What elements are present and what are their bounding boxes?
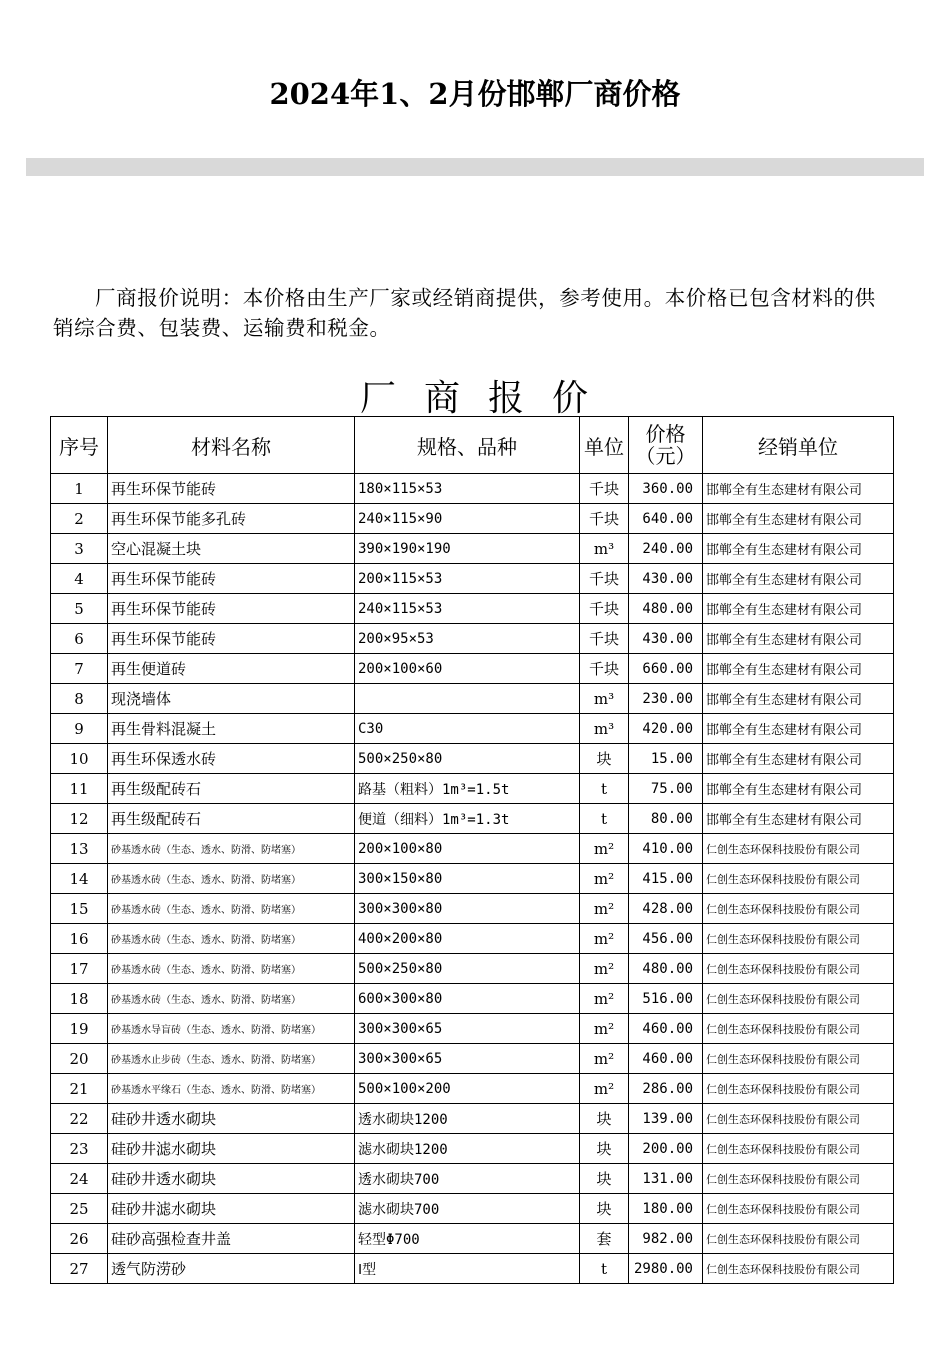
header-price-line1: 价格 <box>645 422 686 446</box>
row-no: 10 <box>51 744 108 774</box>
table-row <box>51 1164 894 1194</box>
row-material-name: 再生级配砖石 <box>108 774 355 804</box>
row-spec: 390×190×190 <box>355 534 580 564</box>
row-material-name: 再生环保节能多孔砖 <box>108 504 355 534</box>
row-unit: m² <box>580 1044 629 1074</box>
row-price: 230.00 <box>629 684 703 714</box>
row-spec: 400×200×80 <box>355 924 580 954</box>
row-price: 982.00 <box>629 1224 703 1254</box>
row-price: 480.00 <box>629 594 703 624</box>
row-material-name: 再生环保节能砖 <box>108 474 355 504</box>
row-vendor: 仁创生态环保科技股份有限公司 <box>703 1164 894 1194</box>
row-price: 240.00 <box>629 534 703 564</box>
row-unit: 千块 <box>580 594 629 624</box>
row-unit: m² <box>580 834 629 864</box>
row-unit: 块 <box>580 1104 629 1134</box>
row-vendor: 仁创生态环保科技股份有限公司 <box>703 984 894 1014</box>
row-price: 360.00 <box>629 474 703 504</box>
row-material-name: 砂基透水平缘石（生态、透水、防滑、防堵塞） <box>108 1074 355 1104</box>
row-no: 15 <box>51 894 108 924</box>
row-unit: 千块 <box>580 564 629 594</box>
row-vendor: 邯郸全有生态建材有限公司 <box>703 654 894 684</box>
row-no: 4 <box>51 564 108 594</box>
row-spec: 滤水砌块700 <box>355 1194 580 1224</box>
row-no: 21 <box>51 1074 108 1104</box>
row-unit: 块 <box>580 1194 629 1224</box>
row-spec: 300×300×80 <box>355 894 580 924</box>
row-vendor: 邯郸全有生态建材有限公司 <box>703 504 894 534</box>
table-row <box>51 834 894 864</box>
row-vendor: 仁创生态环保科技股份有限公司 <box>703 954 894 984</box>
table-row <box>51 1044 894 1074</box>
row-no: 5 <box>51 594 108 624</box>
row-material-name: 再生骨料混凝土 <box>108 714 355 744</box>
row-unit: 千块 <box>580 504 629 534</box>
row-material-name: 硅砂井透水砌块 <box>108 1164 355 1194</box>
table-row <box>51 1194 894 1224</box>
row-material-name: 透气防涝砂 <box>108 1254 355 1284</box>
row-price: 410.00 <box>629 834 703 864</box>
row-vendor: 仁创生态环保科技股份有限公司 <box>703 924 894 954</box>
row-material-name: 砂基透水导盲砖（生态、透水、防滑、防堵塞） <box>108 1014 355 1044</box>
row-material-name: 硅砂高强检查井盖 <box>108 1224 355 1254</box>
row-material-name: 砂基透水砖（生态、透水、防滑、防堵塞） <box>108 984 355 1014</box>
header-divider-bar <box>26 158 924 176</box>
header-price-line2: （元） <box>635 444 696 468</box>
row-material-name: 砂基透水砖（生态、透水、防滑、防堵塞） <box>108 834 355 864</box>
table-row <box>51 924 894 954</box>
row-unit: t <box>580 1254 629 1284</box>
table-row <box>51 1254 894 1284</box>
row-spec: 透水砌块1200 <box>355 1104 580 1134</box>
table-body <box>51 474 894 1284</box>
row-unit: t <box>580 774 629 804</box>
row-material-name: 再生级配砖石 <box>108 804 355 834</box>
row-spec: 路基（粗料）1m³=1.5t <box>355 774 580 804</box>
row-vendor: 邯郸全有生态建材有限公司 <box>703 804 894 834</box>
row-unit: m² <box>580 954 629 984</box>
row-no: 19 <box>51 1014 108 1044</box>
row-unit: 块 <box>580 1164 629 1194</box>
row-unit: 千块 <box>580 654 629 684</box>
row-material-name: 再生环保节能砖 <box>108 594 355 624</box>
row-no: 6 <box>51 624 108 654</box>
row-unit: m² <box>580 1014 629 1044</box>
row-material-name: 砂基透水砖（生态、透水、防滑、防堵塞） <box>108 924 355 954</box>
row-vendor: 仁创生态环保科技股份有限公司 <box>703 1104 894 1134</box>
row-unit: t <box>580 804 629 834</box>
row-no: 22 <box>51 1104 108 1134</box>
table-row <box>51 774 894 804</box>
row-material-name: 再生环保节能砖 <box>108 624 355 654</box>
row-vendor: 仁创生态环保科技股份有限公司 <box>703 1014 894 1044</box>
row-price: 516.00 <box>629 984 703 1014</box>
row-material-name: 硅砂井透水砌块 <box>108 1104 355 1134</box>
row-price: 180.00 <box>629 1194 703 1224</box>
row-no: 26 <box>51 1224 108 1254</box>
row-spec <box>355 684 580 714</box>
row-spec: Ⅰ型 <box>355 1254 580 1284</box>
row-no: 3 <box>51 534 108 564</box>
row-no: 16 <box>51 924 108 954</box>
row-no: 13 <box>51 834 108 864</box>
row-price: 200.00 <box>629 1134 703 1164</box>
row-spec: C30 <box>355 714 580 744</box>
table-row <box>51 1074 894 1104</box>
table-row <box>51 534 894 564</box>
row-material-name: 空心混凝土块 <box>108 534 355 564</box>
table-row <box>51 1104 894 1134</box>
row-no: 23 <box>51 1134 108 1164</box>
row-spec: 500×250×80 <box>355 954 580 984</box>
row-unit: 套 <box>580 1224 629 1254</box>
row-vendor: 仁创生态环保科技股份有限公司 <box>703 864 894 894</box>
row-spec: 透水砌块700 <box>355 1164 580 1194</box>
row-unit: 块 <box>580 1134 629 1164</box>
row-vendor: 邯郸全有生态建材有限公司 <box>703 534 894 564</box>
row-unit: 块 <box>580 744 629 774</box>
header-spec: 规格、品种 <box>355 417 580 474</box>
row-no: 12 <box>51 804 108 834</box>
row-unit: m³ <box>580 714 629 744</box>
table-row <box>51 654 894 684</box>
row-price: 428.00 <box>629 894 703 924</box>
row-spec: 200×115×53 <box>355 564 580 594</box>
header-unit: 单位 <box>580 417 629 474</box>
row-price: 460.00 <box>629 1044 703 1074</box>
row-spec: 200×95×53 <box>355 624 580 654</box>
row-no: 14 <box>51 864 108 894</box>
row-vendor: 邯郸全有生态建材有限公司 <box>703 714 894 744</box>
table-row <box>51 1224 894 1254</box>
table-row <box>51 954 894 984</box>
page-title: 2024年1、2月份邯郸厂商价格 <box>269 77 681 111</box>
row-unit: m² <box>580 864 629 894</box>
row-vendor: 仁创生态环保科技股份有限公司 <box>703 1134 894 1164</box>
row-vendor: 邯郸全有生态建材有限公司 <box>703 564 894 594</box>
header-price <box>629 417 703 474</box>
table-row <box>51 864 894 894</box>
row-no: 17 <box>51 954 108 984</box>
table-row <box>51 504 894 534</box>
table-row <box>51 594 894 624</box>
row-vendor: 邯郸全有生态建材有限公司 <box>703 774 894 804</box>
row-no: 2 <box>51 504 108 534</box>
row-spec: 便道（细料）1m³=1.3t <box>355 804 580 834</box>
table-row <box>51 624 894 654</box>
row-no: 18 <box>51 984 108 1014</box>
row-no: 1 <box>51 474 108 504</box>
row-material-name: 砂基透水砖（生态、透水、防滑、防堵塞） <box>108 954 355 984</box>
row-no: 27 <box>51 1254 108 1284</box>
row-price: 420.00 <box>629 714 703 744</box>
row-material-name: 再生环保透水砖 <box>108 744 355 774</box>
row-no: 9 <box>51 714 108 744</box>
row-price: 75.00 <box>629 774 703 804</box>
row-spec: 240×115×90 <box>355 504 580 534</box>
row-material-name: 硅砂井滤水砌块 <box>108 1194 355 1224</box>
row-vendor: 仁创生态环保科技股份有限公司 <box>703 1224 894 1254</box>
row-vendor: 邯郸全有生态建材有限公司 <box>703 624 894 654</box>
row-price: 430.00 <box>629 564 703 594</box>
row-material-name: 硅砂井滤水砌块 <box>108 1134 355 1164</box>
row-price: 660.00 <box>629 654 703 684</box>
row-unit: m² <box>580 1074 629 1104</box>
row-spec: 轻型Φ700 <box>355 1224 580 1254</box>
table-row <box>51 804 894 834</box>
row-vendor: 仁创生态环保科技股份有限公司 <box>703 1074 894 1104</box>
header-no: 序号 <box>51 417 108 474</box>
table-row <box>51 714 894 744</box>
row-price: 460.00 <box>629 1014 703 1044</box>
table-header-row <box>51 417 894 474</box>
row-vendor: 仁创生态环保科技股份有限公司 <box>703 1044 894 1074</box>
row-spec: 500×100×200 <box>355 1074 580 1104</box>
row-price: 286.00 <box>629 1074 703 1104</box>
row-unit: 千块 <box>580 624 629 654</box>
row-material-name: 砂基透水砖（生态、透水、防滑、防堵塞） <box>108 864 355 894</box>
row-unit: m² <box>580 894 629 924</box>
row-price: 415.00 <box>629 864 703 894</box>
row-vendor: 仁创生态环保科技股份有限公司 <box>703 1254 894 1284</box>
row-vendor: 邯郸全有生态建材有限公司 <box>703 684 894 714</box>
table-row <box>51 894 894 924</box>
row-no: 20 <box>51 1044 108 1074</box>
row-price: 480.00 <box>629 954 703 984</box>
table-row <box>51 1134 894 1164</box>
row-material-name: 现浇墙体 <box>108 684 355 714</box>
row-vendor: 邯郸全有生态建材有限公司 <box>703 474 894 504</box>
row-price: 139.00 <box>629 1104 703 1134</box>
row-no: 11 <box>51 774 108 804</box>
row-unit: m² <box>580 924 629 954</box>
row-price: 15.00 <box>629 744 703 774</box>
row-spec: 300×300×65 <box>355 1044 580 1074</box>
row-spec: 300×150×80 <box>355 864 580 894</box>
row-price: 640.00 <box>629 504 703 534</box>
table-row <box>51 474 894 504</box>
row-vendor: 仁创生态环保科技股份有限公司 <box>703 1194 894 1224</box>
row-material-name: 砂基透水砖（生态、透水、防滑、防堵塞） <box>108 894 355 924</box>
table-row <box>51 1014 894 1044</box>
row-spec: 200×100×60 <box>355 654 580 684</box>
header-material-name: 材料名称 <box>108 417 355 474</box>
price-table-wrapper <box>50 416 894 1288</box>
row-vendor: 邯郸全有生态建材有限公司 <box>703 744 894 774</box>
row-no: 24 <box>51 1164 108 1194</box>
price-table <box>50 416 894 1284</box>
row-vendor: 仁创生态环保科技股份有限公司 <box>703 894 894 924</box>
row-price: 80.00 <box>629 804 703 834</box>
section-title: 厂商报价 <box>359 378 616 419</box>
row-price: 430.00 <box>629 624 703 654</box>
row-price: 2980.00 <box>629 1254 703 1284</box>
row-no: 25 <box>51 1194 108 1224</box>
header-vendor: 经销单位 <box>703 417 894 474</box>
row-price: 131.00 <box>629 1164 703 1194</box>
row-unit: m³ <box>580 684 629 714</box>
row-spec: 滤水砌块1200 <box>355 1134 580 1164</box>
row-spec: 180×115×53 <box>355 474 580 504</box>
row-spec: 240×115×53 <box>355 594 580 624</box>
row-spec: 500×250×80 <box>355 744 580 774</box>
row-no: 7 <box>51 654 108 684</box>
row-no: 8 <box>51 684 108 714</box>
row-spec: 300×300×65 <box>355 1014 580 1044</box>
row-spec: 600×300×80 <box>355 984 580 1014</box>
row-material-name: 砂基透水止步砖（生态、透水、防滑、防堵塞） <box>108 1044 355 1074</box>
row-vendor: 邯郸全有生态建材有限公司 <box>703 594 894 624</box>
row-material-name: 再生环保节能砖 <box>108 564 355 594</box>
row-unit: m³ <box>580 534 629 564</box>
row-vendor: 仁创生态环保科技股份有限公司 <box>703 834 894 864</box>
table-row <box>51 564 894 594</box>
table-row <box>51 984 894 1014</box>
row-material-name: 再生便道砖 <box>108 654 355 684</box>
row-price: 456.00 <box>629 924 703 954</box>
row-spec: 200×100×80 <box>355 834 580 864</box>
row-unit: m² <box>580 984 629 1014</box>
price-note-paragraph: 厂商报价说明：本价格由生产厂家或经销商提供，参考使用。本价格已包含材料的供销综合费、包装费、运输费和税金。 <box>53 286 876 340</box>
row-unit: 千块 <box>580 474 629 504</box>
table-row <box>51 684 894 714</box>
table-row <box>51 744 894 774</box>
